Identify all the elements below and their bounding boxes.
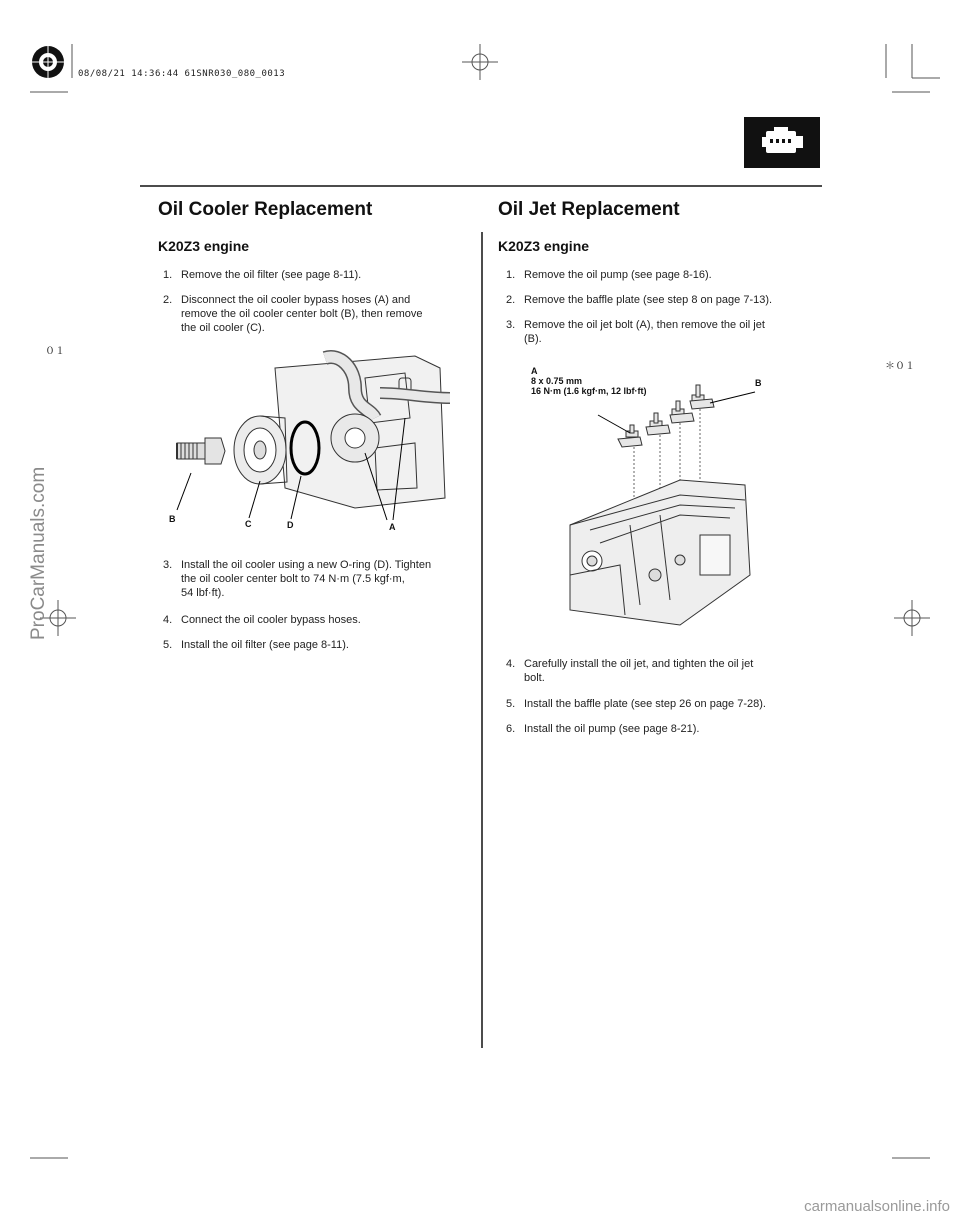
left-steps-after — [163, 558, 473, 652]
label-d: D — [287, 520, 294, 530]
subtitle-k20z3-right: K20Z3 engine — [498, 238, 590, 254]
oil-jet-illustration — [530, 375, 780, 645]
label-a-left: A — [389, 522, 396, 532]
footer-watermark: carmanualsonline.info — [804, 1198, 950, 1215]
step-item: 5. Install the oil filter (see page 8-11). — [163, 639, 349, 651]
registration-target-icon — [30, 44, 66, 80]
label-b-left: B — [169, 514, 176, 524]
right-margin-mark: ＊０１ — [885, 361, 915, 372]
step-item: 6. Install the oil pump (see page 8-21). — [506, 723, 700, 735]
engine-icon — [744, 117, 820, 168]
step-item: 2. Disconnect the oil cooler bypass hoses (A) and remove the oil cooler center bolt (B), then remove the oil cooler (C). — [163, 294, 423, 334]
step-item: 4. Carefully install the oil jet, and tighten the oil jet bolt. — [506, 658, 754, 684]
oil-cooler-illustration — [165, 338, 465, 538]
label-c: C — [245, 519, 252, 529]
step-item: 1. Remove the oil filter (see page 8-11). — [163, 269, 362, 281]
print-timestamp: 08/08/21 14:36:44 61SNR030_080_0013 — [78, 69, 286, 79]
step-item: 2. Remove the baffle plate (see step 8 on page 7-13). — [506, 294, 773, 306]
right-steps-before — [506, 268, 816, 346]
bolt-torque-spec: 16 N·m (1.6 kgf·m, 12 lbf·ft) — [531, 386, 647, 396]
page-title-oil-cooler: Oil Cooler Replacement — [158, 199, 373, 220]
step-item: 3. Remove the oil jet bolt (A), then remove the oil jet (B). — [506, 319, 765, 345]
label-a-right: A — [531, 366, 538, 376]
step-item: 5. Install the baffle plate (see step 26 on page 7-28). — [506, 698, 766, 710]
page-title-oil-jet: Oil Jet Replacement — [498, 199, 680, 220]
label-b-right: B — [755, 378, 762, 388]
subtitle-k20z3-left: K20Z3 engine — [158, 238, 250, 254]
step-item: 3. Install the oil cooler using a new O-ring (D). Tighten the oil cooler center bolt to 74 N·m (7.5 kgf·m, 54 lbf·ft). — [163, 559, 432, 599]
right-steps-after — [506, 657, 816, 736]
procarmanuals-watermark: ProCarManuals.com — [28, 466, 49, 640]
step-item: 4. Connect the oil cooler bypass hoses. — [163, 614, 361, 626]
step-item: 1. Remove the oil pump (see page 8-16). — [506, 269, 712, 281]
bolt-size-spec: 8 x 0.75 mm — [531, 376, 583, 386]
left-margin-mark: ０１ — [45, 346, 65, 357]
left-steps-before — [163, 268, 473, 335]
oil-jet-bolt-callout — [531, 366, 647, 396]
